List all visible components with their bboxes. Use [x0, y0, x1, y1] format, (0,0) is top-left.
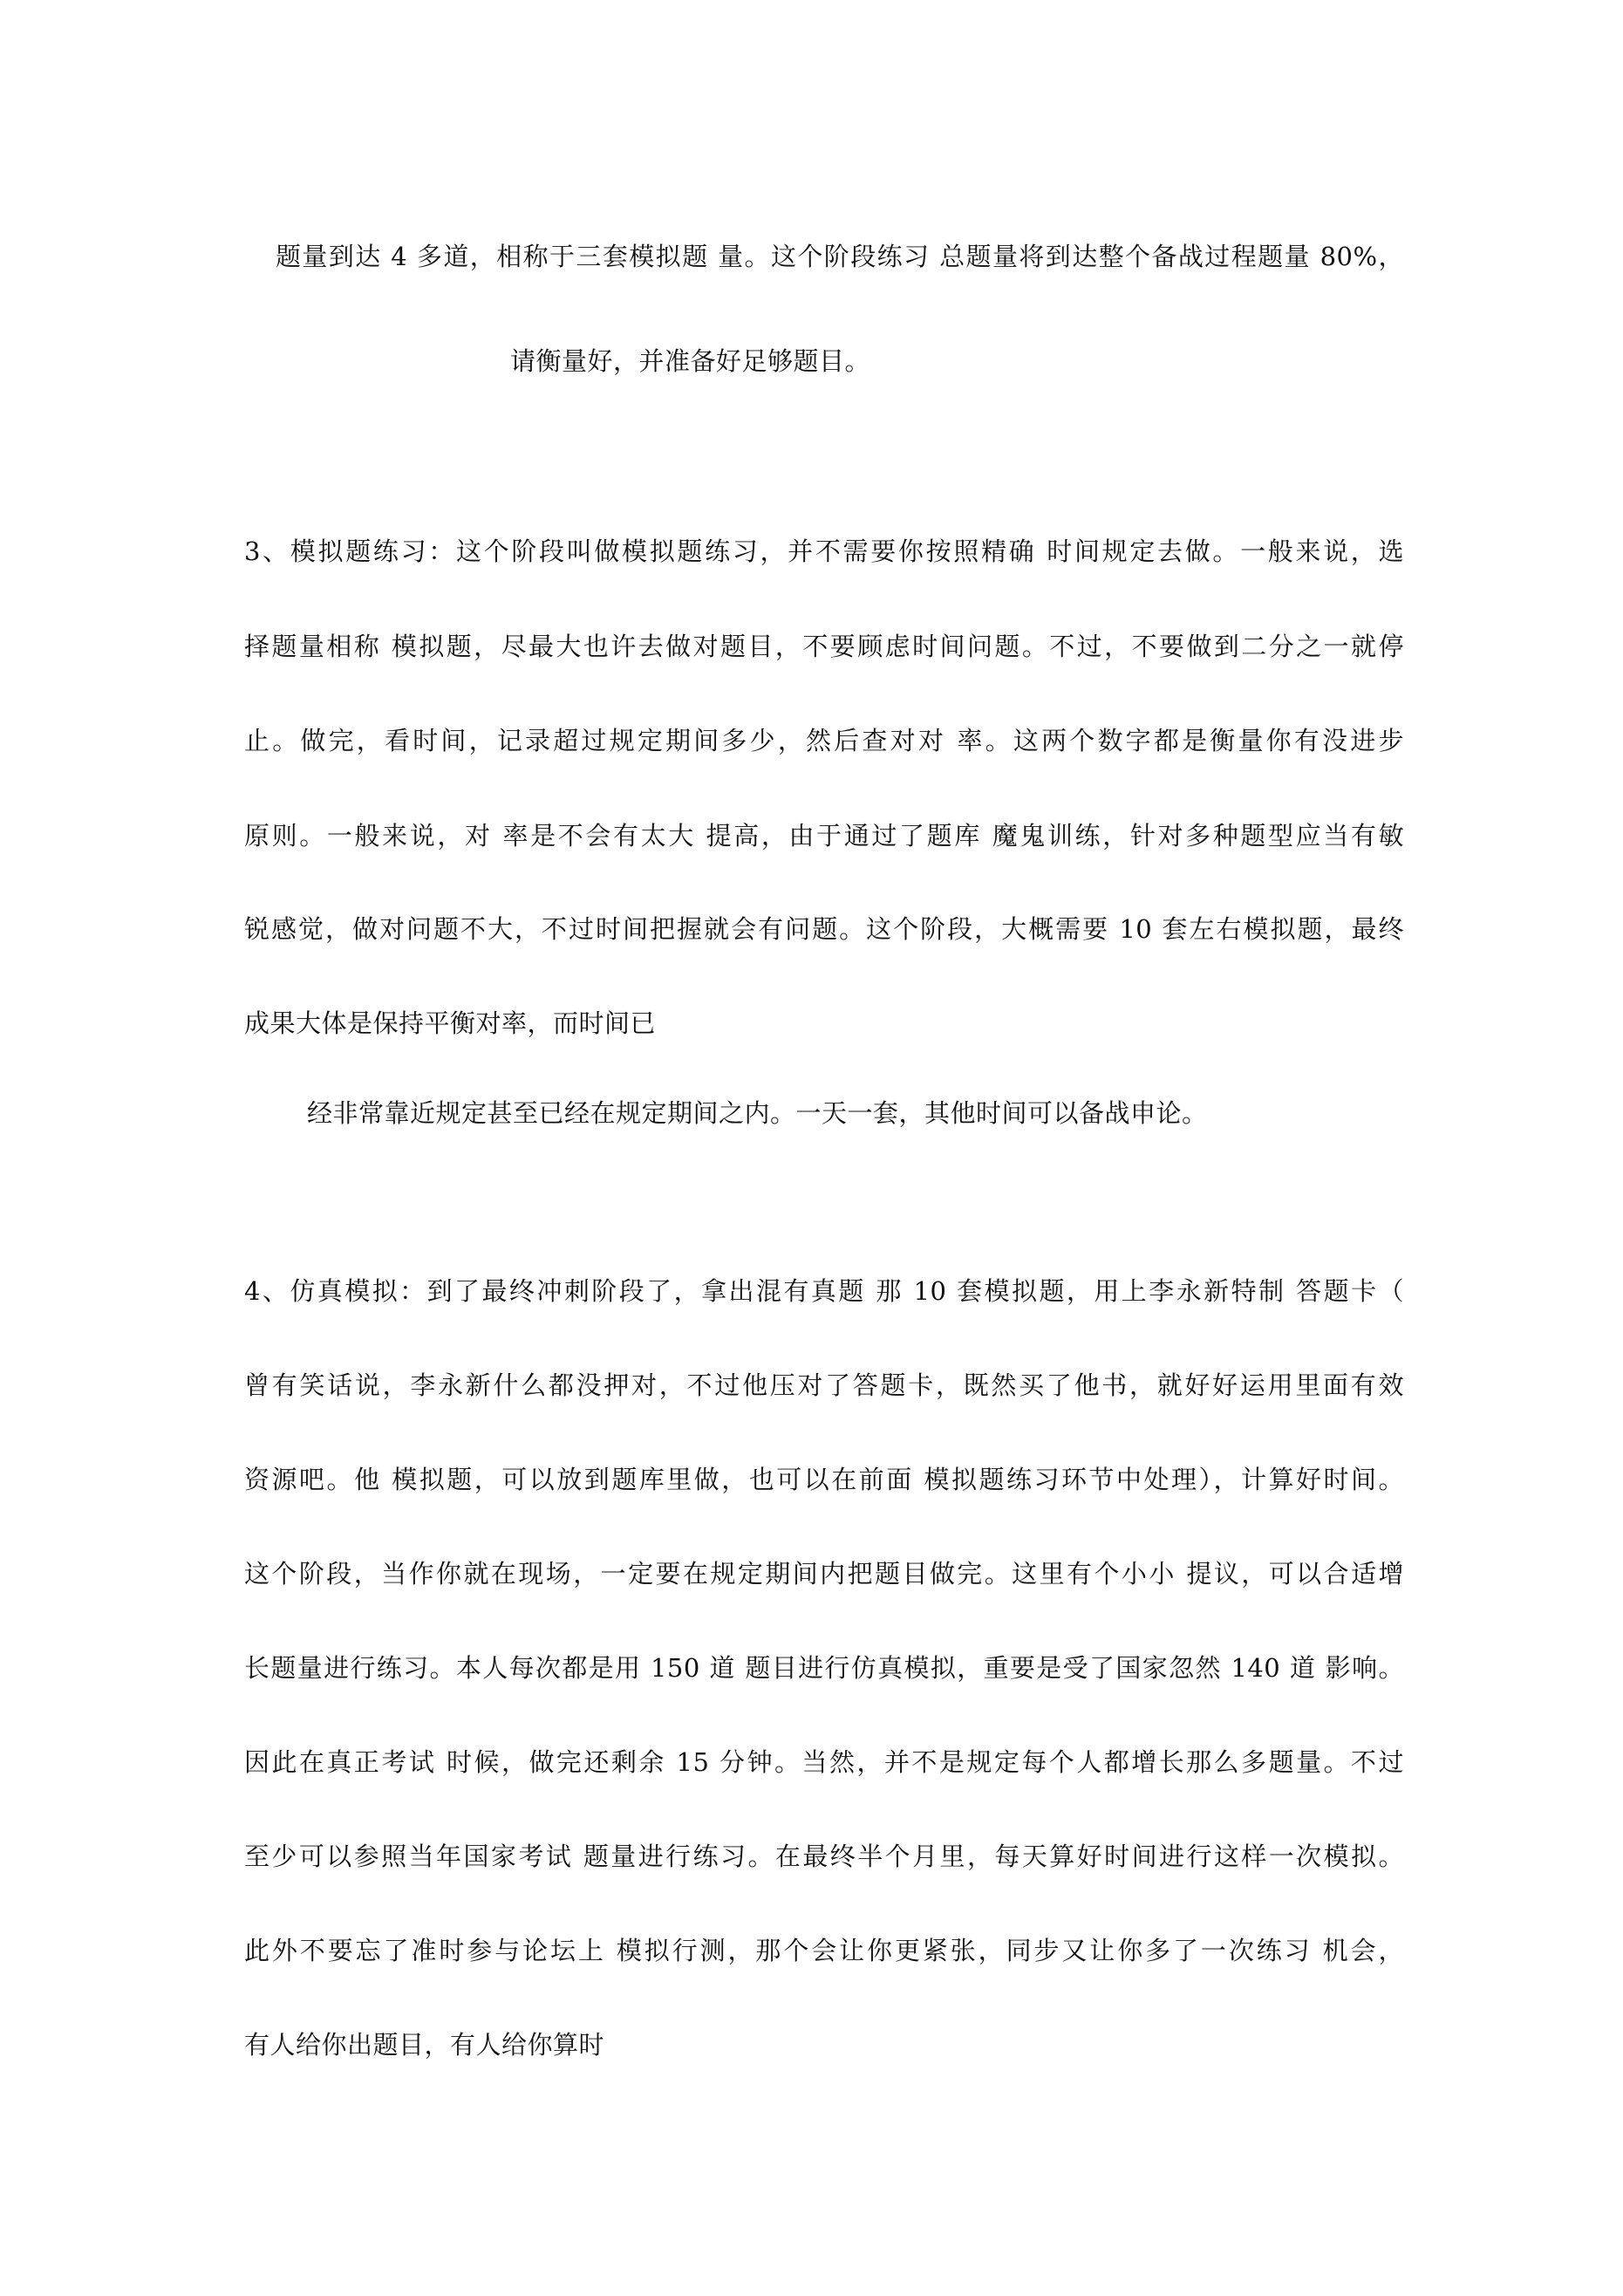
section-4-line-5: 长题量进行练习。本人每次都是用 150 道 题目进行仿真模拟，重要是受了国家忽然 140 道 影响。 [244, 1653, 1404, 1683]
section-4-line-1: 4、仿真模拟：到了最终冲刺阶段了，拿出混有真题 那 10 套模拟题，用上李永新特制 答题卡（ [244, 1276, 1404, 1306]
intro-line-2: 请衡量好，并准备好足够题目。 [510, 346, 871, 376]
section-4-line-2: 曾有笑话说，李永新什么都没押对，不过他压对了答题卡，既然买了他书，就好好运用里面有效 [244, 1370, 1404, 1400]
section-4-line-4: 这个阶段，当作你就在现场，一定要在规定期间内把题目做完。这里有个小小 提议，可以合适增 [244, 1559, 1404, 1589]
intro-line-1: 题量到达 4 多道，相称于三套模拟题 量。这个阶段练习 总题量将到达整个备战过程题量 80%， [276, 242, 1404, 271]
section-3-line-1: 3、模拟题练习：这个阶段叫做模拟题练习，并不需要你按照精确 时间规定去做。一般来说，选 [244, 536, 1404, 566]
section-4-line-3: 资源吧。他 模拟题，可以放到题库里做，也可以在前面 模拟题练习环节中处理），计算好时间。 [244, 1465, 1404, 1494]
section-3-line-7: 经非常靠近规定甚至已经在规定期间之内。一天一套，其他时间可以备战申论。 [307, 1098, 1208, 1128]
section-3-line-3: 止。做完，看时间，记录超过规定期间多少，然后查对对 率。这两个数字都是衡量你有没进步 [244, 726, 1404, 755]
section-3-line-5: 锐感觉，做对问题不大，不过时间把握就会有问题。这个阶段，大概需要 10 套左右模拟题，最终 [244, 914, 1404, 944]
section-3-line-2: 择题量相称 模拟题，尽最大也许去做对题目，不要顾虑时间问题。不过，不要做到二分之一就停 [244, 632, 1404, 661]
section-4-line-7: 至少可以参照当年国家考试 题量进行练习。在最终半个月里，每天算好时间进行这样一次模拟。 [244, 1842, 1404, 1871]
section-3-line-4: 原则。一般来说，对 率是不会有太大 提高，由于通过了题库 魔鬼训练，针对多种题型应当有敏 [244, 821, 1404, 851]
section-4-line-6: 因此在真正考试 时候，做完还剩余 15 分钟。当然，并不是规定每个人都增长那么多题量。不过 [244, 1747, 1404, 1777]
section-4-line-9: 有人给你出题目，有人给你算时 [244, 2030, 605, 2060]
section-3-line-6: 成果大体是保持平衡对率，而时间已 [244, 1008, 657, 1038]
section-4-line-8: 此外不要忘了准时参与论坛上 模拟行测，那个会让你更紧张，同步又让你多了一次练习 机会， [244, 1936, 1404, 1965]
